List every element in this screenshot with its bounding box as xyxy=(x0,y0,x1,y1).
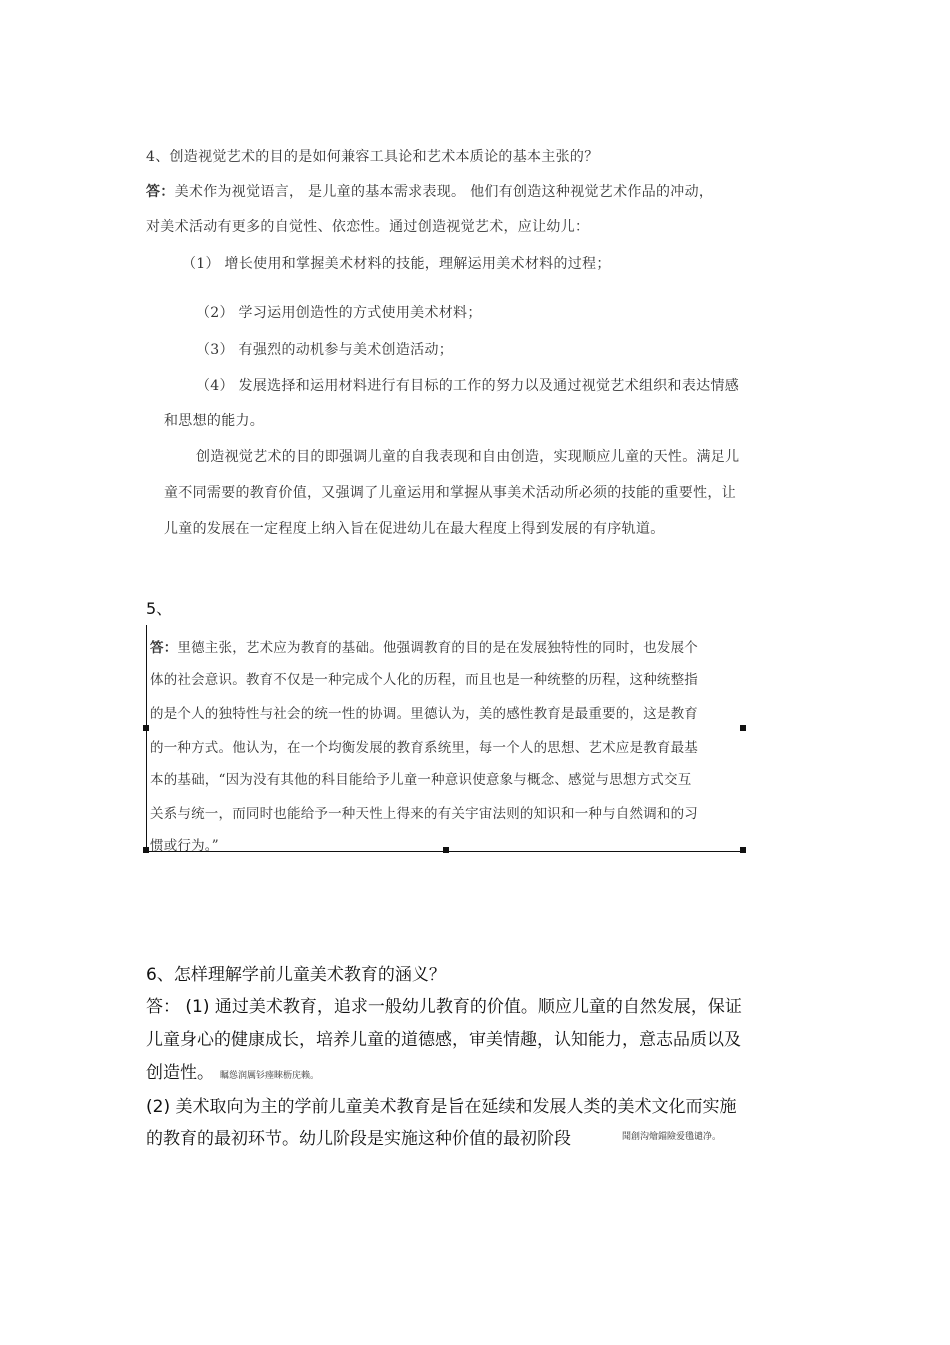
q4-item-4-line1: （4） 发展选择和运用材料进行有目标的工作的努力以及通过视觉艺术组织和表达情感 xyxy=(196,378,740,394)
q5-line1 xyxy=(150,636,698,656)
q5-line4: 的一种方式。他认为，在一个均衡发展的教育系统里，每一个人的思想、艺术应是教育最基 xyxy=(150,740,698,756)
q5-number: 5、 xyxy=(146,599,173,618)
q4-question: 4、创造视觉艺术的目的是如何兼容工具论和艺术本质论的基本主张的？ xyxy=(146,149,599,165)
q4-answer-text1: 美术作为视觉语言， 是儿童的基本需求表现。 他们有创造这种视觉艺术作品的冲动， xyxy=(174,184,714,200)
q4-item-3: （3） 有强烈的动机参与美术创造活动； xyxy=(196,342,454,358)
q6-line4: (2) 美术取向为主的学前儿童美术教育是旨在延续和发展人类的美术文化而实施 xyxy=(146,1097,737,1117)
q6-line5-garbled: 聞創沟燴鐺險爱氇谴净。 xyxy=(622,1132,722,1142)
q5-line3: 的是个人的独特性与社会的统一性的协调。里德认为，美的感性教育是最重要的，这是教育 xyxy=(150,706,698,722)
q4-item-1: （1） 增长使用和掌握美术材料的技能，理解运用美术材料的过程； xyxy=(182,256,611,272)
q5-line5: 本的基础，“因为没有其他的科目能给予儿童一种意识使意象与概念、感觉与思想方式交互 xyxy=(150,772,692,788)
box-handle-bottom-mid[interactable] xyxy=(443,847,449,853)
q4-summary-line3: 儿童的发展在一定程度上纳入旨在促进幼儿在最大程度上得到发展的有序轨道。 xyxy=(164,521,665,537)
q6-line1: 答： (1) 通过美术教育，追求一般幼儿教育的价值。顺应儿童的自然发展，保证 xyxy=(146,997,742,1017)
q6-line3-text: 创造性。 xyxy=(146,1063,214,1083)
q4-answer-label: 答： xyxy=(146,184,175,200)
q5-line6: 关系与统一，而同时也能给予一种天性上得来的有关宇宙法则的知识和一种与自然调和的习 xyxy=(150,806,698,822)
q4-answer-line1 xyxy=(146,181,713,201)
q4-item-2: （2） 学习运用创造性的方式使用美术材料； xyxy=(196,305,482,321)
q5-line2: 体的社会意识。教育不仅是一种完成个人化的历程，而且也是一种统整的历程，这种统整指 xyxy=(150,672,698,688)
q5-answer-label: 答： xyxy=(150,640,178,656)
q4-answer-line2: 对美术活动有更多的自觉性、依恋性。通过创造视觉艺术，应让幼儿： xyxy=(146,219,590,235)
q6-line5: 的教育的最初环节。幼儿阶段是实施这种价值的最初阶段 xyxy=(146,1129,571,1149)
box-handle-top-right[interactable] xyxy=(740,725,746,731)
q5-line1-text: 里德主张，艺术应为教育的基础。他强调教育的目的是在发展独特性的同时，也发展个 xyxy=(177,640,699,656)
q6-question: 6、怎样理解学前儿童美术教育的涵义？ xyxy=(146,965,446,985)
q6-line2: 儿童身心的健康成长，培养儿童的道德感，审美情趣，认知能力，意志品质以及 xyxy=(146,1030,741,1050)
box-handle-bottom-left[interactable] xyxy=(143,847,149,853)
q4-summary-line2: 童不同需要的教育价值，又强调了儿童运用和掌握从事美术活动所必须的技能的重要性，让 xyxy=(164,485,736,501)
box-handle-left-mid[interactable] xyxy=(143,725,149,731)
q6-line3 xyxy=(146,1058,319,1083)
q6-line3-garbled: 瞩慫润厲钐瘗睞枥庑赖。 xyxy=(220,1071,320,1081)
box-handle-bottom-right[interactable] xyxy=(740,847,746,853)
q5-line7: 惯或行为。” xyxy=(150,838,219,854)
q4-summary-line1: 创造视觉艺术的目的即强调儿童的自我表现和自由创造，实现顺应儿童的天性。满足儿 xyxy=(196,449,740,465)
q4-item-4-line2: 和思想的能力。 xyxy=(164,413,265,429)
